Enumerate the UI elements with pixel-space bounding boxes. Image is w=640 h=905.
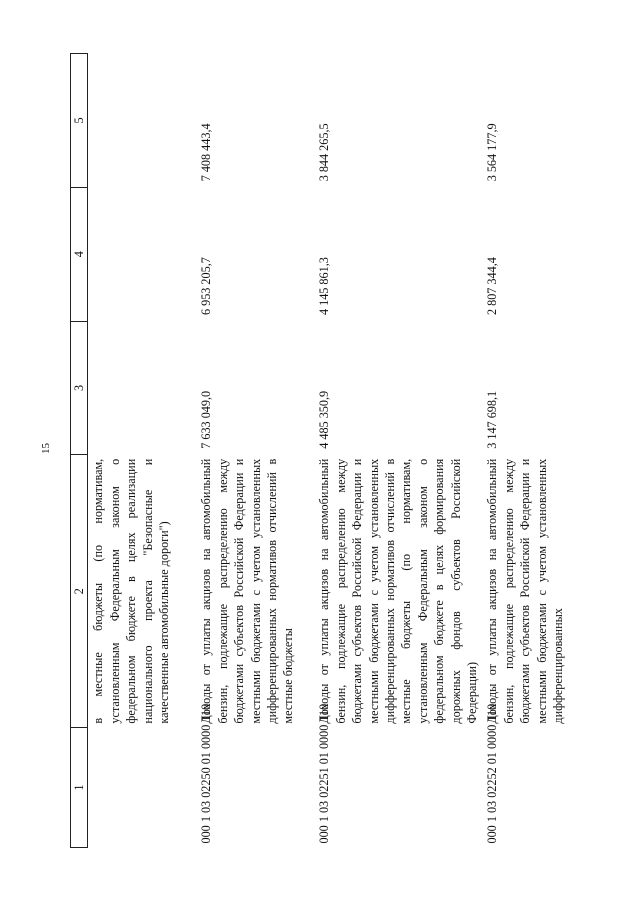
revenue-table [70,53,596,848]
row-code: 000 1 03 02251 01 0000 110 [317,703,332,844]
row-value-col5: 7 408 443,4 [199,123,214,182]
header-col-4: 4 [71,187,88,321]
row-value-col3: 7 633 049,0 [199,390,214,449]
row-name: Доходы от уплаты акцизов на автомобильный бензин, подлежащие распределению между бюджетами субъектов Российской Федерации и местными бюджетами с учетом установленных дифференцированных нормативов отчислений в местные бюджеты [199,458,296,724]
row-code: 000 1 03 02250 01 0000 110 [199,703,214,844]
row-value-col5: 3 844 265,5 [317,123,332,182]
row-value-col4: 4 145 861,3 [317,257,332,316]
row-value-col3 [88,321,197,455]
header-col-5: 5 [71,54,88,188]
table-row [314,54,482,848]
row-name: в местные бюджеты (по нормативам, установленным Федеральным законом о федеральном бюджете в целях реализации национального проекта "Безопасные и качественные автомобильные дороги") [91,458,172,724]
header-col-2: 2 [71,455,88,728]
table-row [88,54,197,848]
row-code [88,728,197,848]
row-value-col4: 2 807 344,4 [485,257,500,316]
table-row [482,54,596,848]
row-value-col3: 4 485 350,9 [317,390,332,449]
header-col-1: 1 [71,728,88,848]
header-col-3: 3 [71,321,88,455]
row-name: Доходы от уплаты акцизов на автомобильный бензин, подлежащие распределению между бюджетами субъектов Российской Федерации и местными бюджетами с учетом установленных дифференцированных [485,458,566,724]
table-header-row [71,54,88,848]
rotated-page-content [70,53,610,848]
row-value-col5 [88,54,197,188]
row-value-col3: 3 147 698,1 [485,390,500,449]
row-value-col4 [88,187,197,321]
table-row [196,54,314,848]
row-code: 000 1 03 02252 01 0000 110 [485,703,500,844]
row-name: Доходы от уплаты акцизов на автомобильный бензин, подлежащие распределению между бюджетами субъектов Российской Федерации и местными бюджетами с учетом установленных дифференцированных нормативов отчислений в местные бюджеты (по нормативам, установленным Федеральным законом о федеральном бюджете в целях формирования дорожных фондов субъектов Российской Федерации) [317,458,480,724]
row-value-col4: 6 953 205,7 [199,257,214,316]
row-value-col5: 3 564 177,9 [485,123,500,182]
page-number: 15 [40,443,52,454]
